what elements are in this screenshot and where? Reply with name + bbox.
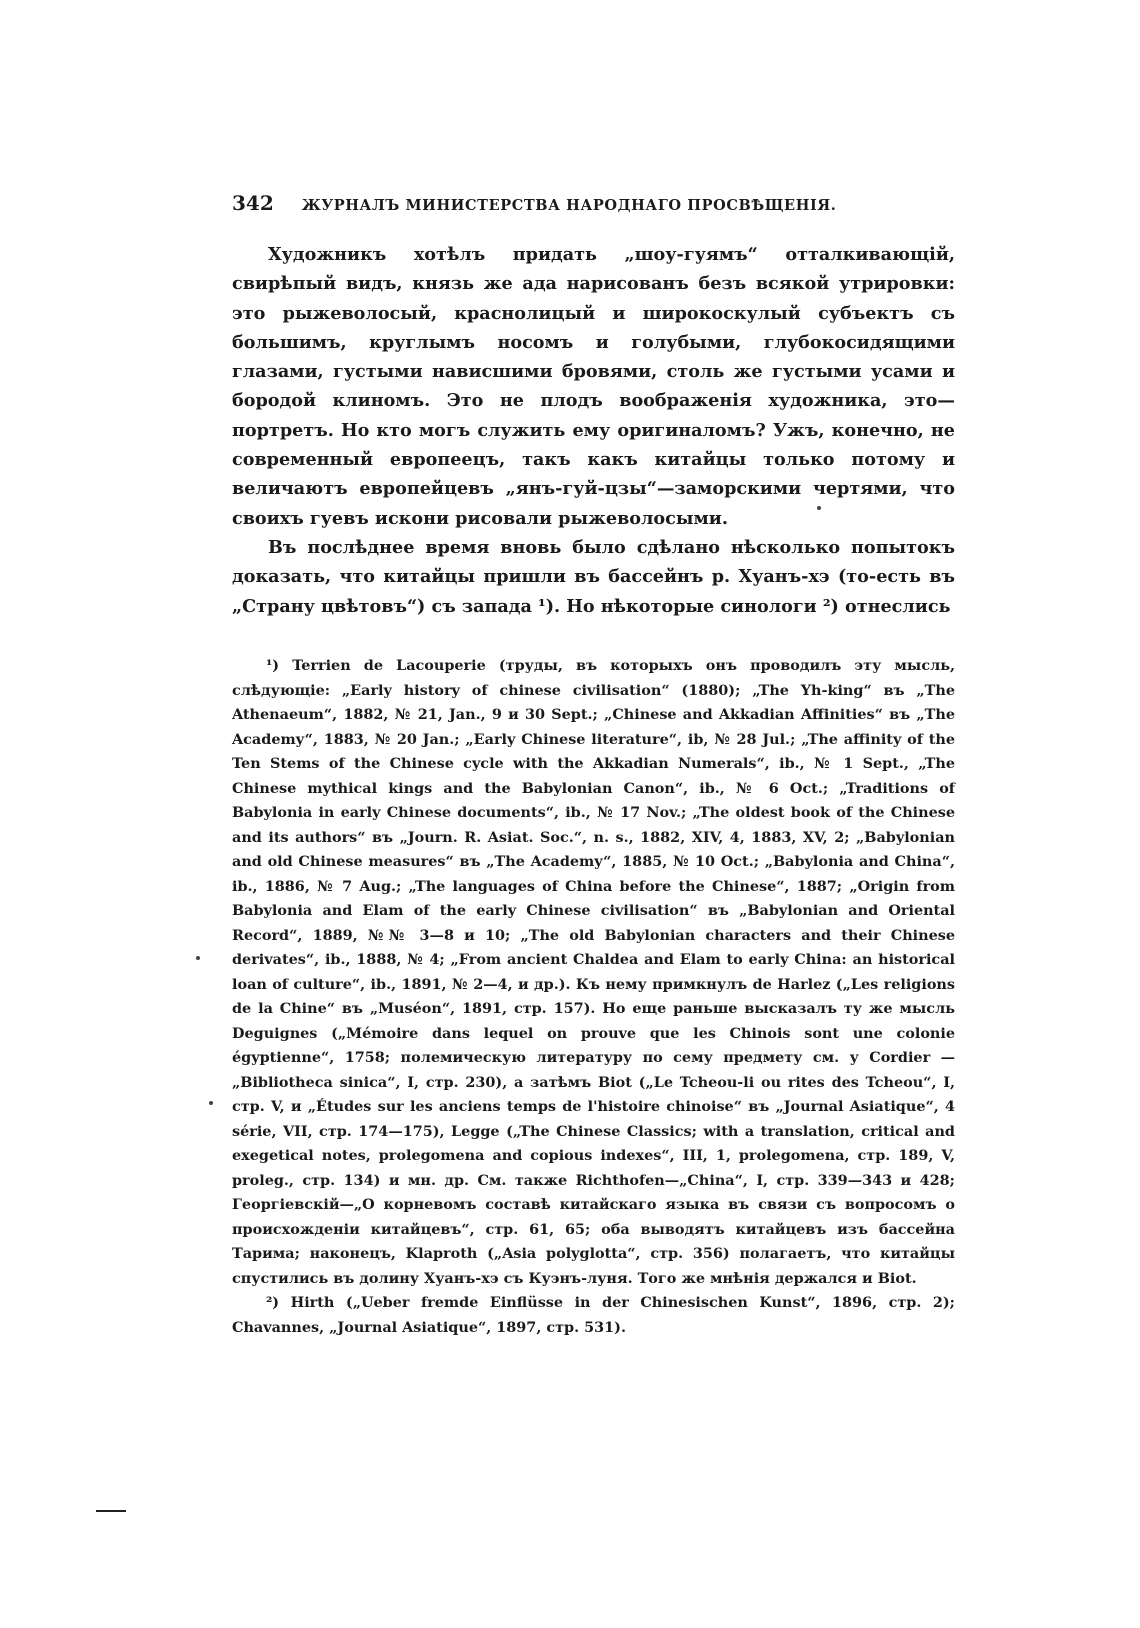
page-number: 342 — [232, 191, 274, 215]
scan-mark — [96, 1510, 126, 1512]
footnote: ²) Hirth („Ueber fremde Einflüsse in der Chinesischen Kunst“, 1896, стр. 2); Chavannes, „Journal Asiatique“, 1897, стр. 531). — [232, 1294, 955, 1336]
paragraph: Въ послѣднее время вновь было сдѣлано нѣсколько попытокъ доказать, что китайцы пришли въ бассейнъ р. Хуанъ-хэ (то-есть въ „Страну цвѣтовъ“) съ запада ¹). Но нѣкоторые синологи ²) отнеслись — [232, 536, 955, 617]
margin-speck — [196, 956, 200, 960]
page-header — [232, 191, 872, 221]
paragraph: Художникъ хотѣлъ придать „шоу-гуямъ“ отталкивающій, свирѣпый видъ, князь же ада нарисованъ безъ всякой утрировки: это рыжеволосый, краснолицый и широкоскулый субъектъ съ большимъ, круглымъ носомъ и голубыми, глубокосидящими глазами, густыми нависшими бровями, столь же густыми усами и бородой клиномъ. Это не плодъ воображенія художника, это—портретъ. Но кто могъ служить ему оригиналомъ? Ужъ, конечно, не современный европеецъ, такъ какъ китайцы только потому и величаютъ европейцевъ „янъ-гуй-цзы“—заморскими чертями, что своихъ гуевъ искони рисовали рыжеволосыми. — [232, 244, 955, 529]
footnotes — [232, 654, 955, 1340]
margin-speck — [209, 1101, 213, 1105]
main-text — [232, 240, 955, 621]
footnote: ¹) Terrien de Lacouperie (труды, въ которыхъ онъ проводилъ эту мысль, слѣдующіе: „Early history of chinese civilisation“ (1880); „The Yh-king“ въ „The Athenaeum“, 1882, № 21, Jan., 9 и 30 Sept.; „Chinese and Akkadian Affinities“ въ „The Academy“, 1883, № 20 Jan.; „Early Chinese literature“, ib, № 28 Jul.; „The affinity of the Ten Stems of the Chinese cycle with the Akkadian Numerals“, ib., № 1 Sept., „The Chinese mythical kings and the Babylonian Canon“, ib., № 6 Oct.; „Traditions of Babylonia in early Chinese documents“, ib., № 17 Nov.; „The oldest book of the Chinese and its authors“ въ „Journ. R. Asiat. Soc.“, n. s., 1882, XIV, 4, 1883, XV, 2; „Babylonian and old Chinese measures“ въ „The Academy“, 1885, № 10 Oct.; „Babylonia and China“, ib., 1886, № 7 Aug.; „The languages of China before the Chinese“, 1887; „Origin from Babylonia and Elam of the early Chinese civilisation“ въ „Babylonian and Oriental Record“, 1889, №№ 3—8 и 10; „The old Babylonian characters and their Chinese derivates“, ib., 1888, № 4; „From ancient Chaldea and Elam to early China: an historical loan of culture“, ib., 1891, № 2—4, и др.). Къ нему примкнулъ de Harlez („Les religions de la Chine“ въ „Muséon“, 1891, стр. 157). Но еще раньше высказалъ ту же мысль Deguignes („Mémoire dans lequel on prouve que les Chinois sont une colonie égyptienne“, 1758; полемическую литературу по сему предмету см. у Cordier — „Bibliotheca sinica“, I, стр. 230), а затѣмъ Biot („Le Tcheou-li ou rites des Tcheou“, I, стр. V, и „Études sur les anciens temps de l'histoire chinoise“ въ „Journal Asiatique“, 4 série, VII, стр. 174—175), Legge („The Chinese Classics; with a translation, critical and exegetical notes, prolegomena and copious indexes“, III, 1, prolegomena, стр. 189, V, proleg., стр. 134) и мн. др. См. также Richthofen—„China“, I, стр. 339—343 и 428; Георгіевскій—„О корневомъ составѣ китайскаго языка въ связи съ вопросомъ о происхожденіи китайцевъ“, стр. 61, 65; оба выводятъ китайцевъ изъ бассейна Тарима; наконецъ, Klaproth („Asia polyglotta“, стр. 356) полагаетъ, что китайцы спустились въ долину Хуанъ-хэ съ Куэнъ-луня. Того же мнѣнія держался и Biot. — [232, 657, 955, 1287]
running-title: ЖУРНАЛЪ МИНИСТЕРСТВА НАРОДНАГО ПРОСВѢЩЕНІЯ. — [301, 197, 837, 214]
margin-speck — [817, 506, 821, 510]
